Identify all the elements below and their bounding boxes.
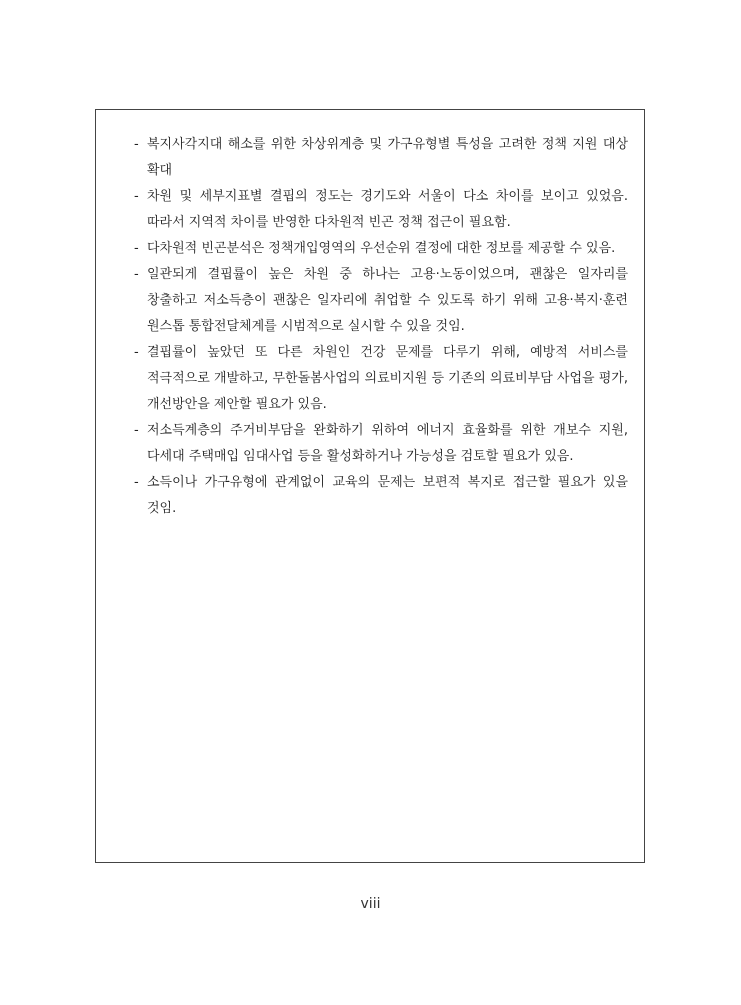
bullet-dash: - <box>134 345 139 360</box>
content-box <box>95 109 645 863</box>
list-item <box>134 418 628 470</box>
list-item <box>134 340 628 418</box>
list-item <box>134 132 628 184</box>
list-item-text: 복지사각지대 해소를 위한 차상위계층 및 가구유형별 특성을 고려한 정책 지원 대상 확대 <box>147 137 628 178</box>
list-item-text: 다차원적 빈곤분석은 정책개입영역의 우선순위 결정에 대한 정보를 제공할 수 있음. <box>147 241 616 256</box>
bullet-dash: - <box>134 137 139 152</box>
list-item-text: 결핍률이 높았던 또 다른 차원인 건강 문제를 다루기 위해, 예방적 서비스를 적극적으로 개발하고, 무한돌봄사업의 의료비지원 등 기존의 의료비부담 사업을 평가, 개선방안을 제안할 필요가 있음. <box>147 345 628 412</box>
bullet-dash: - <box>134 189 139 204</box>
list-item-text: 차원 및 세부지표별 결핍의 정도는 경기도와 서울이 다소 차이를 보이고 있었음. 따라서 지역적 차이를 반영한 다차원적 빈곤 정책 접근이 필요함. <box>147 189 628 230</box>
bullet-dash: - <box>134 475 139 490</box>
list-item <box>134 184 628 236</box>
list-item <box>134 262 628 340</box>
list-item <box>134 236 628 262</box>
list-item <box>134 470 628 522</box>
list-item-text: 일관되게 결핍률이 높은 차원 중 하나는 고용·노동이었으며, 괜찮은 일자리를 창출하고 저소득층이 괜찮은 일자리에 취업할 수 있도록 하기 위해 고용·복지·훈련 원스톱 통합전달체계를 시범적으로 실시할 수 있을 것임. <box>147 267 628 334</box>
list-item-text: 소득이나 가구유형에 관계없이 교육의 문제는 보편적 복지로 접근할 필요가 있을 것임. <box>147 475 628 516</box>
bullet-dash: - <box>134 423 139 438</box>
bullet-dash: - <box>134 267 139 282</box>
list-item-text: 저소득계층의 주거비부담을 완화하기 위하여 에너지 효율화를 위한 개보수 지원, 다세대 주택매입 임대사업 등을 활성화하거나 가능성을 검토할 필요가 있음. <box>147 423 628 464</box>
bullet-dash: - <box>134 241 139 256</box>
bullet-list <box>134 132 628 522</box>
page-number: viii <box>360 896 381 912</box>
